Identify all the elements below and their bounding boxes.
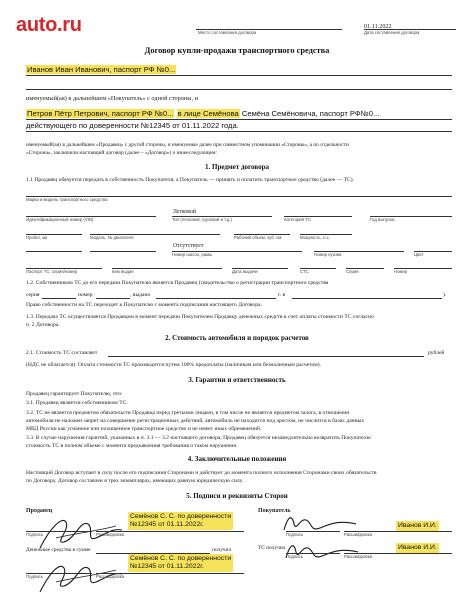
power-caption: Мощность, л.с.	[300, 235, 331, 240]
reg-series-line	[42, 298, 76, 299]
num-caption: Номер	[394, 269, 408, 274]
contract-title: Договор купли-продажи транспортного средства	[144, 46, 330, 55]
money-received-verb: получил	[212, 547, 232, 553]
blank-line	[26, 89, 452, 90]
clause-3-2b: автомобиля не наложен запрет на совершение регистрационных действий, автомобиль не находится под арестом, не числится в базах данных	[26, 418, 365, 424]
place-caption: Место составления договора	[198, 30, 257, 35]
color-caption: Цвет	[414, 252, 424, 257]
party-2-proxy: действующего по доверенности	[26, 121, 139, 130]
seller-sign-caption-2: Подпись	[26, 574, 44, 579]
party-2-underline-2	[26, 131, 452, 132]
section-3-heading: 3. Гарантии и ответственность	[188, 376, 286, 384]
section-2-heading: 2. Стоимость автомобиля и порядок расчетов	[165, 334, 309, 342]
clause-1-3b: п. 2 Договора.	[26, 322, 60, 328]
clause-2-1b: (НДС не облагается). Оплата стоимости ТС производится путем 100% предоплаты (наличным или безналичным расчетом).	[26, 362, 322, 368]
engine-caption: Модель, № двигателя	[90, 235, 134, 240]
seller-sign-caption-1: Подпись	[26, 532, 44, 537]
party-2-role-2: «Сторона», заключили настоящий договор (далее – «Договор») о нижеследующем:	[26, 150, 217, 156]
buyer-decode-caption-1: Расшифровка	[344, 532, 373, 537]
clause-2-1a: 2.1. Стоимость ТС составляет	[26, 350, 98, 356]
clause-3-3a: 3.3. В случае нарушения гарантий, указанных в п. 3.1 — 3.2 настоящего договора, Продавец обязуется незамедлительно возвратить Покупателю	[26, 435, 371, 441]
buyer-name-2: Иванов И.И.	[398, 544, 437, 551]
party-2-line-1	[26, 109, 379, 118]
ts-received-label: ТС получил	[258, 545, 286, 551]
auto-ru-logo: auto.ru	[16, 14, 82, 36]
buyer-sign-caption-1: Подпись	[286, 532, 304, 537]
seller-proxy2-line-2: №12345 от 01.11.2022г.	[130, 563, 204, 570]
section-4-heading: 4. Заключительные положения	[187, 455, 287, 463]
engine-extra-line	[90, 251, 156, 252]
clause-1-2: 1.2. Собственником ТС до его передачи Покупателю является Продавец (свидетельство о регистрации транспортного средства	[26, 280, 329, 286]
clause-1-3a: 1.3. Передача ТС осуществляется Продавцом в момент передачи Покупателем Продавцу денежных средств в счет оплаты стоимости ТС согласно	[26, 314, 374, 320]
reg-issued-label: , выдано	[130, 292, 151, 298]
clause-4b: по Договору. Договор составлен в трех экземплярах, имеющих равную юридическую силу.	[26, 478, 244, 484]
chassis-caption: Номер шасси, рамы	[172, 252, 213, 257]
price-line	[108, 356, 424, 357]
buyer-decode-caption-2: Расшифровка	[344, 554, 373, 559]
clause-3-2a: 3.2. ТС не является предметом обязательств Продавца перед третьими лицами, в том числе не является предметом залога, в отношении	[26, 410, 350, 416]
series-caption: Серия	[346, 269, 359, 274]
clause-3-intro: Продавец гарантирует Покупателю, что:	[26, 391, 123, 397]
seller-proxy-line-2: №12345 от 01.11.2022г.	[130, 521, 204, 528]
year-caption: Год выпуска	[370, 217, 395, 222]
mileage-caption: Пробег, км	[26, 235, 47, 240]
seller-decode-caption-1: Расшифровка	[96, 532, 125, 537]
type-caption: Тип (легковой, грузовой и т.д.)	[172, 217, 232, 222]
price-currency: рублей	[428, 350, 445, 356]
issued-caption: Кем выдан	[112, 269, 134, 274]
category-caption: Категория ТС	[284, 217, 312, 222]
clause-1-2b: Право собственности на ТС переходит к Покупателю с момента подписания настоящего Договора.	[26, 302, 262, 308]
party-1-name-text: Иванов Иван Иванович, паспорт РФ №0...	[27, 65, 176, 74]
seller-proxy-line-1: Семёнов С. С. по доверенности	[130, 513, 232, 520]
reg-date-line	[292, 298, 442, 299]
party-2-rep: в лице Семёнова	[177, 109, 239, 118]
buyer-name-1: Иванов И.И.	[398, 522, 437, 529]
seller-label: Продавец	[26, 508, 53, 514]
party-2-name: Петров Пётр Петрович, паспорт РФ №0...	[27, 109, 174, 118]
seller-proxy-stamp-2	[128, 554, 233, 572]
reg-paren: ).	[443, 292, 447, 298]
buyer-label: Покупатель	[258, 508, 291, 514]
party-2-proxy-number: №12345 от 01.11.2022 года.	[140, 121, 239, 130]
clause-3-2c: МВД России как угнанное или похищенное транспортное средство и не имеет иных обременений.	[26, 426, 262, 432]
seller-decode-caption-2: Расшифровка	[96, 574, 125, 579]
section-1-heading: 1. Предмет договора	[205, 163, 269, 171]
issue-date-caption: Дата выдачи	[232, 269, 258, 274]
reg-number-label: номер	[78, 292, 93, 298]
vin-caption: Идентификационный номер (VIN)	[26, 217, 94, 222]
body-caption: Номер кузова	[314, 252, 342, 257]
reg-issued-line	[156, 298, 276, 299]
reg-number-line	[96, 298, 130, 299]
clause-3-3b: стоимость ТС в полном объеме с момента предъявления требования о таком нарушении.	[26, 443, 238, 449]
seller-proxy2-line-1: Семёнов С. С. по доверенности	[130, 555, 232, 562]
party-2-role-1: именуемый(ая) в дальнейшем «Продавец» с другой стороны, и именуемые далее при совместном упоминании «Стороны», а по отдельности	[26, 142, 349, 148]
date-caption: Дата составления договора	[364, 30, 420, 35]
reg-series-label: серия	[26, 292, 40, 298]
money-received-label: Денежные средства в сумме	[26, 547, 91, 553]
section-5-heading: 5. Подписи и реквизиты Сторон	[186, 492, 288, 500]
volume-caption: Рабочий объем, куб. см	[234, 235, 282, 240]
clause-3-1: 3.1. Продавец является собственником ТС.	[26, 400, 128, 406]
party-2-rep-passport: Семёна Семёновича, паспорт РФ№0...	[241, 109, 380, 118]
contract-date: 01.11.2022	[364, 23, 392, 30]
reg-date-label: г. в	[278, 292, 286, 298]
vehicle-type: Легковой	[173, 209, 196, 215]
engine-number-line	[26, 251, 82, 252]
clause-4a: Настоящий Договор вступает в силу после его подписания Сторонами и действует до момента полного исполнения Сторонами своих обязательств	[26, 470, 377, 476]
buyer-signature-2	[282, 536, 362, 568]
party-2-underline-1	[26, 119, 452, 120]
party-1-name	[26, 65, 176, 74]
clause-1-1: 1.1 Продавец обязуется передать в собственность Покупателя, а Покупатель — принять и оплатить транспортное средство (далее — ТС).	[26, 177, 355, 183]
party-1-role: именуемый(ая) в дальнейшем «Покупатель» с одной стороны, и	[26, 95, 199, 102]
chassis-number: Отсутствует	[173, 243, 204, 249]
sts-caption: СТС	[300, 269, 309, 274]
make-caption: Марка и модель транспортного средства	[26, 197, 108, 202]
party-1-line	[26, 75, 452, 76]
party-2-line-2	[26, 121, 239, 130]
seller-proxy-stamp-1	[128, 512, 233, 530]
buyer-sign-caption-2: Подпись	[286, 554, 304, 559]
pts-caption: Паспорт ТС, серия/номер	[26, 269, 78, 274]
